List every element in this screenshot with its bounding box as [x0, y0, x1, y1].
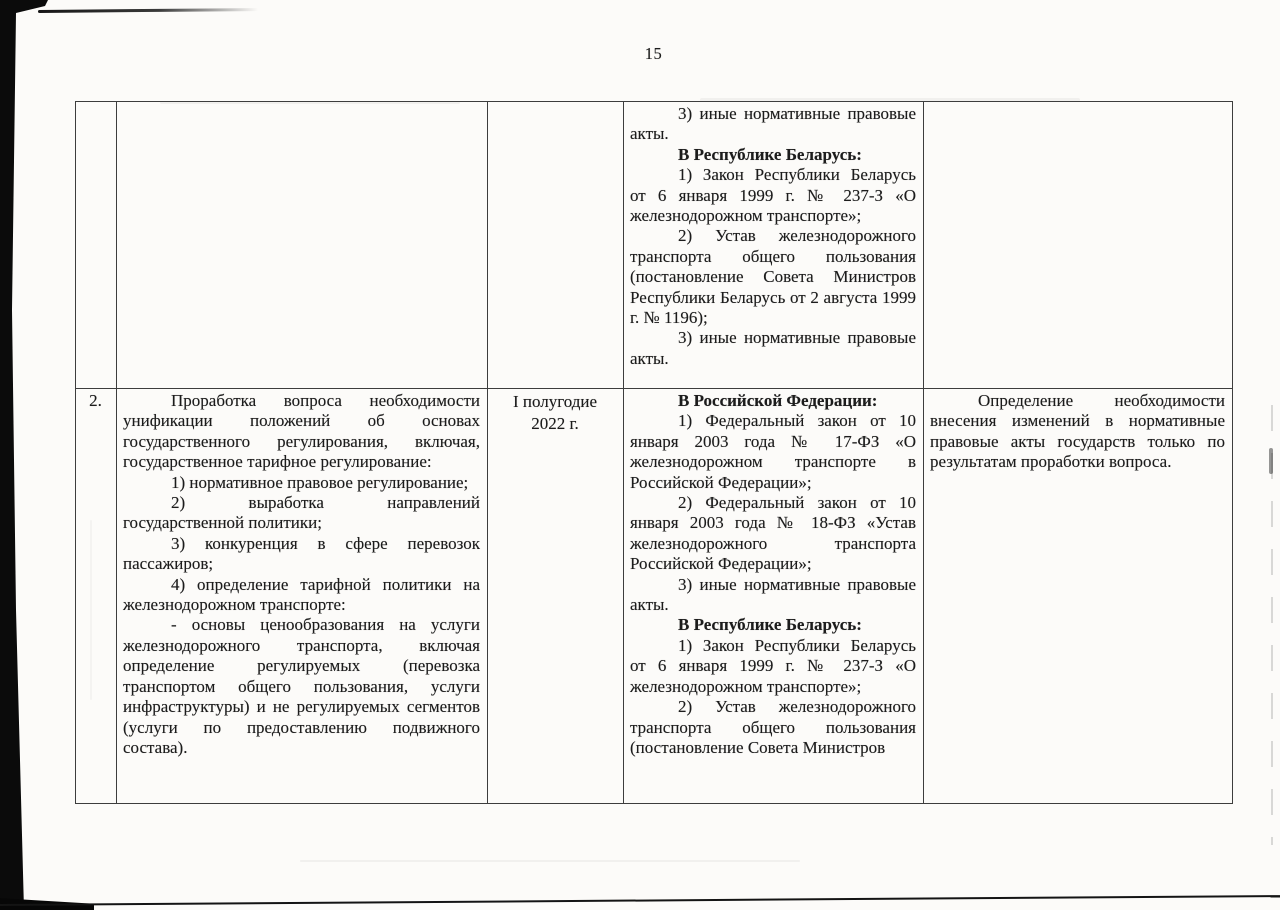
scan-artifact-bottom-line — [0, 895, 1280, 906]
paragraph: 3) конкуренция в сфере перевозок пассажиров; — [123, 533, 480, 574]
paragraph: 2) Устав железнодорожного транспорта общего пользования (постановление Совета Министров — [630, 697, 916, 757]
cell-measure — [117, 102, 488, 389]
paragraph: В Республике Беларусь: — [678, 144, 862, 164]
cell-legal-basis — [624, 389, 924, 804]
cell-expected-result — [924, 102, 1233, 389]
cell-term — [488, 102, 624, 389]
paragraph: Определение необходимости внесения изменений в нормативные правовые акты государств только по результатам проработки вопроса. — [930, 391, 1225, 472]
paragraph: В Российской Федерации: — [678, 391, 878, 410]
paragraph: 3) иные нормативные правовые акты. — [630, 104, 916, 144]
paragraph: 1) нормативное правовое регулирование; — [171, 472, 469, 492]
measures-table — [75, 101, 1233, 804]
table-row-2 — [76, 389, 1233, 804]
term-text: I полугодие 2022 г. — [512, 392, 598, 433]
paragraph: 1) Закон Республики Беларусь от 6 января 1999 г. № 237-З «О железнодорожном транспорте»; — [630, 635, 916, 696]
table-row-continuation — [76, 102, 1233, 389]
cell-number — [76, 102, 117, 389]
cell-measure — [117, 389, 488, 804]
paragraph: - основы ценообразования на услуги железнодорожного транспорта, включая определение регулируемых (перевозка транспортом общего пользования, услуги инфраструктуры) и не регулируемых сегментов (услуги по предоставлению подвижного состава). — [123, 615, 480, 757]
paragraph: 3) иные нормативные правовые акты. — [630, 328, 916, 368]
cell-number: 2. — [76, 389, 117, 804]
cell-term — [488, 389, 624, 804]
paragraph: 2) Федеральный закон от 10 января 2003 года № 18-ФЗ «Устав железнодорожного транспорта Российской Федерации»; — [630, 493, 916, 574]
scan-noise-speck — [1269, 448, 1273, 474]
scan-artifact-left-bar — [0, 0, 60, 910]
scan-artifact-top-line — [38, 8, 258, 13]
paragraph: 2) выработка направлений государственной политики; — [123, 493, 480, 533]
paragraph: В Республике Беларусь: — [678, 615, 862, 635]
paragraph: 3) иные нормативные правовые акты. — [630, 574, 916, 615]
cell-legal-basis — [624, 102, 924, 389]
page-number: 15 — [644, 44, 663, 63]
paragraph: 4) определение тарифной политики на железнодорожном транспорте: — [123, 574, 480, 615]
paragraph: 1) Федеральный закон от 10 января 2003 года № 17-ФЗ «О железнодорожном транспорте в Российской Федерации»; — [630, 411, 916, 492]
cell-expected-result — [924, 389, 1233, 804]
paragraph: Проработка вопроса необходимости унификации положений об основах государственного регулирования, включая, государственное тарифное регулирование: — [123, 391, 480, 472]
scan-noise-streak — [300, 860, 800, 862]
paragraph: 2) Устав железнодорожного транспорта общего пользования (постановление Совета Министров Республики Беларусь от 2 августа 1999 г. № 1196); — [630, 226, 916, 328]
paragraph: 1) Закон Республики Беларусь от 6 января 1999 г. № 237-З «О железнодорожном транспорте»; — [630, 165, 916, 226]
